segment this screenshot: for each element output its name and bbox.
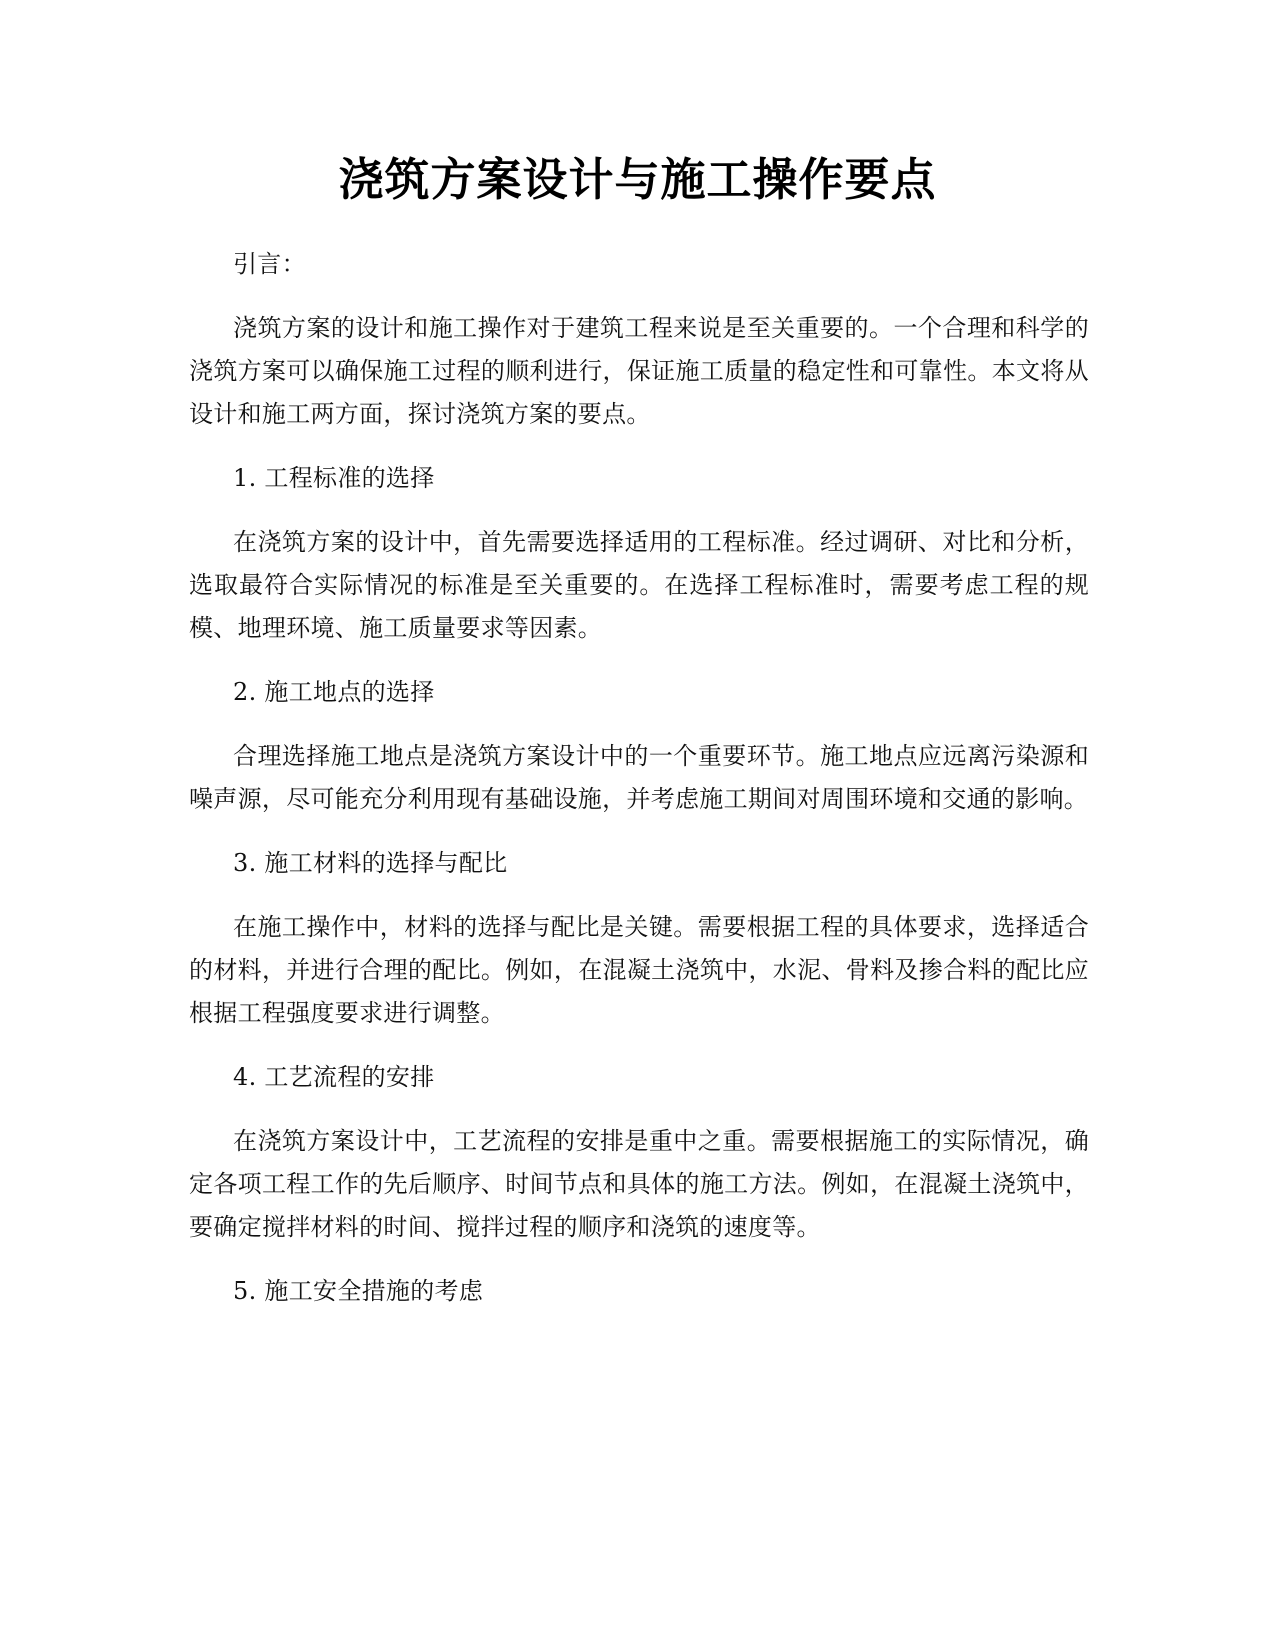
section-paragraph-1: 在浇筑方案的设计中，首先需要选择适用的工程标准。经过调研、对比和分析，选取最符合实际情况的标准是至关重要的。在选择工程标准时，需要考虑工程的规模、地理环境、施工质量要求等因素。: [189, 528, 1089, 642]
section-paragraph-4: 在浇筑方案设计中，工艺流程的安排是重中之重。需要根据施工的实际情况，确定各项工程工作的先后顺序、时间节点和具体的施工方法。例如，在混凝土浇筑中，要确定搅拌材料的时间、搅拌过程的顺序和浇筑的速度等。: [189, 1127, 1089, 1241]
section-paragraph-3: 在施工操作中，材料的选择与配比是关键。需要根据工程的具体要求，选择适合的材料，并进行合理的配比。例如，在混凝土浇筑中，水泥、骨料及掺合料的配比应根据工程强度要求进行调整。: [189, 913, 1089, 1027]
intro-label: 引言：: [233, 250, 306, 278]
section-paragraph-2: 合理选择施工地点是浇筑方案设计中的一个重要环节。施工地点应远离污染源和噪声源，尽可能充分利用现有基础设施，并考虑施工期间对周围环境和交通的影响。: [189, 742, 1089, 813]
document-title: 浇筑方案设计与施工操作要点: [338, 153, 937, 206]
document-body: [189, 243, 1089, 1334]
section-heading-2: 2. 施工地点的选择: [233, 678, 435, 706]
intro-paragraph: 浇筑方案的设计和施工操作对于建筑工程来说是至关重要的。一个合理和科学的浇筑方案可以确保施工过程的顺利进行，保证施工质量的稳定性和可靠性。本文将从设计和施工两方面，探讨浇筑方案的要点。: [189, 314, 1089, 428]
section-heading-5: 5. 施工安全措施的考虑: [233, 1277, 484, 1305]
section-heading-4: 4. 工艺流程的安排: [233, 1063, 435, 1091]
section-heading-1: 1. 工程标准的选择: [233, 464, 435, 492]
section-heading-3: 3. 施工材料的选择与配比: [233, 849, 508, 877]
